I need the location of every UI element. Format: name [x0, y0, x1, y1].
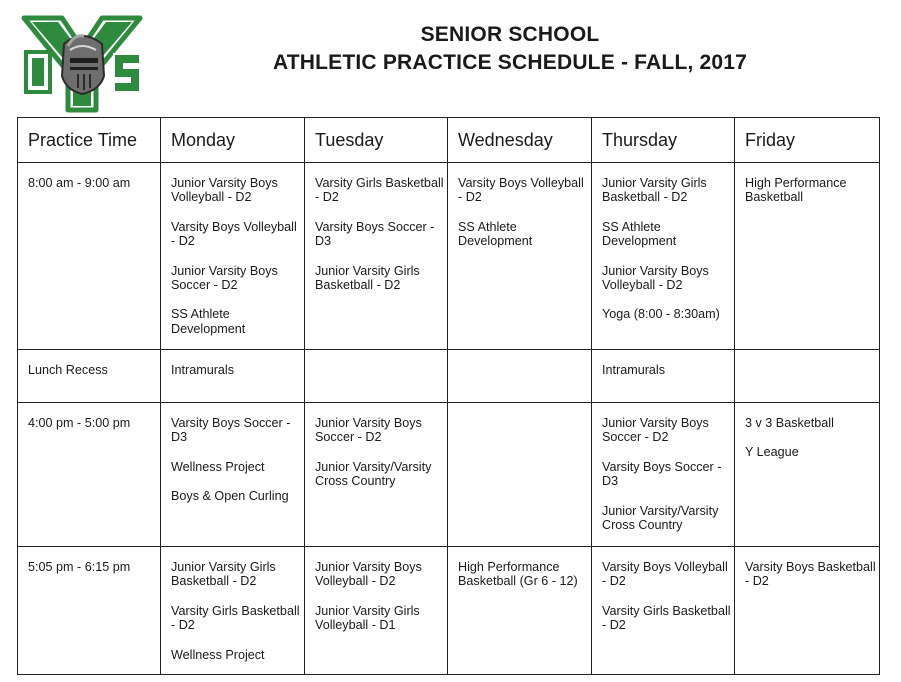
activity-entry: Junior Varsity Boys Soccer - D2 — [315, 416, 422, 445]
activity-entry: High Performance Basketball (Gr 6 - 12) — [458, 560, 578, 589]
activity-entry: Junior Varsity Girls Volleyball - D1 — [315, 603, 420, 633]
time-label: 8:00 am - 9:00 am — [28, 176, 131, 190]
schedule-table — [17, 117, 880, 675]
activity-entry: Junior Varsity Girls Basketball - D2 — [602, 176, 707, 205]
activity-entry: Varsity Girls Basketball - D2 — [602, 603, 731, 633]
activity-entry: Yoga (8:00 - 8:30am) — [602, 307, 720, 322]
schedule-cell — [305, 403, 448, 547]
schedule-cell — [735, 547, 880, 675]
activity-entry: Wellness Project — [171, 647, 265, 662]
schedule-cell — [161, 350, 305, 403]
activity-entry: Intramurals — [171, 363, 234, 377]
time-cell — [18, 403, 161, 547]
page-title-line2: ATHLETIC PRACTICE SCHEDULE - FALL, 2017 — [272, 51, 748, 74]
schedule-cell — [161, 547, 305, 675]
activity-entry: Junior Varsity Boys Volleyball - D2 — [171, 176, 278, 205]
column-header: Monday — [161, 118, 305, 163]
schedule-cell — [592, 547, 735, 675]
schedule-cell — [305, 547, 448, 675]
time-label: 5:05 pm - 6:15 pm — [28, 560, 131, 574]
schedule-cell — [448, 547, 592, 675]
column-header: Tuesday — [305, 118, 448, 163]
table-row — [18, 547, 880, 675]
activity-entry: Junior Varsity Girls Basketball - D2 — [315, 263, 420, 293]
time-label: Lunch Recess — [28, 363, 108, 377]
schedule-cell — [592, 163, 735, 350]
activity-entry: Y League — [745, 445, 799, 460]
schedule-cell — [161, 403, 305, 547]
activity-entry: Varsity Boys Soccer - D3 — [602, 459, 722, 489]
activity-entry: Varsity Girls Basketball - D2 — [171, 603, 300, 633]
activity-entry: Wellness Project — [171, 459, 265, 474]
activity-entry: Boys & Open Curling — [171, 489, 289, 504]
schedule-cell — [735, 350, 880, 403]
time-label: 4:00 pm - 5:00 pm — [28, 416, 131, 430]
time-cell — [18, 547, 161, 675]
column-header: Practice Time — [18, 118, 161, 163]
column-header: Thursday — [592, 118, 735, 163]
schedule-cell — [161, 163, 305, 350]
activity-entry: SS Athlete Development — [458, 219, 533, 249]
activity-entry: Varsity Boys Volleyball - D2 — [602, 560, 728, 589]
activity-entry: Junior Varsity Boys Soccer - D2 — [171, 263, 278, 293]
schedule-cell — [735, 403, 880, 547]
schedule-cell — [448, 403, 592, 547]
schedule-cell — [448, 163, 592, 350]
activity-entry: 3 v 3 Basketball — [745, 416, 834, 430]
schedule-cell — [592, 403, 735, 547]
activity-entry: Varsity Boys Soccer - D3 — [315, 219, 435, 249]
schedule-cell — [735, 163, 880, 350]
activity-entry: Varsity Boys Soccer - D3 — [171, 416, 291, 445]
schedule-cell — [305, 350, 448, 403]
activity-entry: SS Athlete Development — [602, 219, 677, 249]
table-header-row — [18, 118, 880, 163]
schedule-cell — [592, 350, 735, 403]
time-cell — [18, 163, 161, 350]
activity-entry: Varsity Boys Basketball - D2 — [745, 560, 876, 589]
activity-entry: High Performance Basketball — [745, 176, 847, 205]
activity-entry: Varsity Boys Volleyball - D2 — [458, 176, 584, 205]
activity-entry: Junior Varsity/Varsity Cross Country — [315, 459, 432, 489]
table-row — [18, 163, 880, 350]
schedule-cell — [448, 350, 592, 403]
schedule-cell — [305, 163, 448, 350]
table-row — [18, 350, 880, 403]
time-cell — [18, 350, 161, 403]
activity-entry: Junior Varsity/Varsity Cross Country — [602, 503, 719, 533]
activity-entry: Varsity Girls Basketball - D2 — [315, 176, 444, 205]
ys-knight-logo-icon — [18, 14, 146, 114]
page-title-line1: SENIOR SCHOOL — [420, 23, 600, 46]
activity-entry: Junior Varsity Boys Volleyball - D2 — [602, 263, 709, 293]
column-header: Friday — [735, 118, 880, 163]
table-row — [18, 403, 880, 547]
activity-entry: SS Athlete Development — [171, 307, 246, 336]
activity-entry: Junior Varsity Girls Basketball - D2 — [171, 560, 276, 589]
column-header: Wednesday — [448, 118, 592, 163]
activity-entry: Junior Varsity Boys Soccer - D2 — [602, 416, 709, 445]
activity-entry: Junior Varsity Boys Volleyball - D2 — [315, 560, 422, 589]
activity-entry: Intramurals — [602, 363, 665, 377]
activity-entry: Varsity Boys Volleyball - D2 — [171, 219, 297, 249]
